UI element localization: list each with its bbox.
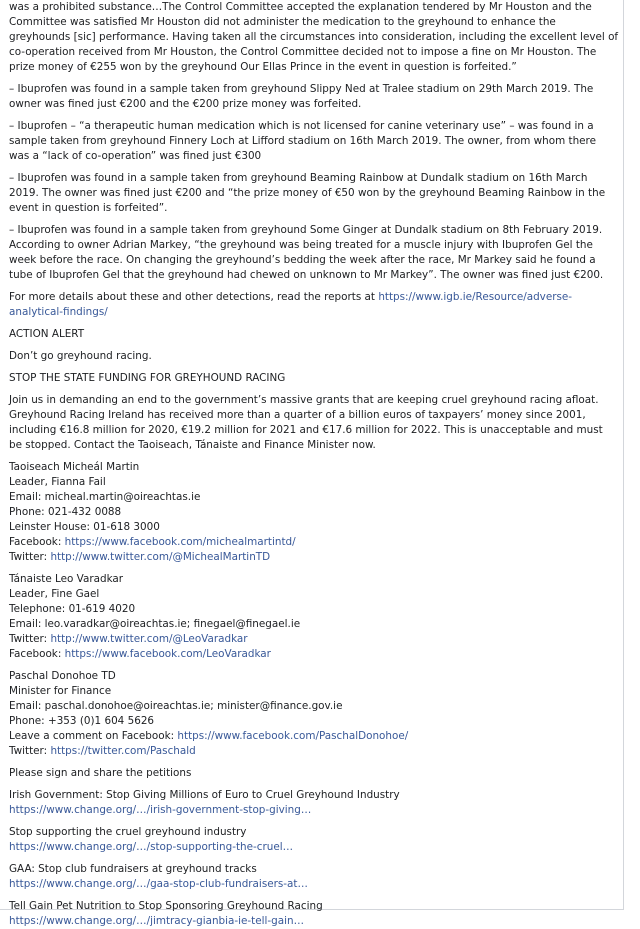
twitter-link[interactable]: http://www.twitter.com/@LeoVaradkar (50, 633, 248, 645)
contact-phone: Phone: +353 (0)1 604 5626 (9, 715, 155, 727)
twitter-label: Twitter: (9, 633, 51, 645)
paragraph-details (9, 290, 619, 320)
paragraph-slippy-ned: – Ibuprofen was found in a sample taken from greyhound Slippy Ned at Tralee stadium on 29th March 2019. The owner was fined just €200 and the €200 prize money was forfeited. (9, 83, 594, 110)
contact-email: Email: micheal.martin@oireachtas.ie (9, 491, 201, 503)
facebook-label: Facebook: (9, 536, 65, 548)
petition-title: Irish Government: Stop Giving Millions of Euro to Cruel Greyhound Industry (9, 789, 400, 801)
contact-leinster-house: Leinster House: 01-618 3000 (9, 521, 160, 533)
contact-role: Leader, Fianna Fail (9, 476, 106, 488)
paragraph-finnery-loch: – Ibuprofen – “a therapeutic human medication which is not licensed for canine veterinary use” – was found in a sample taken from greyhound Finnery Loch at Lifford stadium on 16th March 2019. The owner, from whom there was a “lack of co-operation” was fined just €300 (9, 120, 596, 162)
contact-twitter (9, 744, 619, 759)
facebook-link[interactable]: https://www.facebook.com/LeoVaradkar (64, 648, 271, 660)
contact-name: Taoiseach Micheál Martin (9, 461, 140, 473)
twitter-link[interactable]: http://www.twitter.com/@MichealMartinTD (50, 551, 271, 563)
contact-facebook (9, 535, 619, 550)
petition-item (9, 825, 619, 855)
stop-funding-heading: STOP THE STATE FUNDING FOR GREYHOUND RACING (9, 372, 286, 384)
contact-twitter (9, 550, 619, 565)
facebook-label: Facebook: (9, 648, 65, 660)
petition-item (9, 862, 619, 892)
petition-item (9, 899, 619, 929)
petition-link[interactable]: https://www.change.org/…/jimtracy-gianbia-ie-tell-gain… (9, 915, 304, 927)
petition-title: GAA: Stop club fundraisers at greyhound tracks (9, 863, 257, 875)
petitions-intro: Please sign and share the petitions (9, 767, 192, 779)
contact-phone: Phone: 021-432 0088 (9, 506, 122, 518)
contact-role: Minister for Finance (9, 685, 112, 697)
twitter-label: Twitter: (9, 551, 51, 563)
dont-go-text: Don’t go greyhound racing. (9, 350, 152, 362)
contact-finance-minister (9, 669, 619, 759)
contact-facebook (9, 647, 619, 662)
contact-taoiseach (9, 460, 619, 565)
petition-item (9, 788, 619, 818)
petition-title: Stop supporting the cruel greyhound industry (9, 826, 247, 838)
paragraph-beaming-rainbow: – Ibuprofen was found in a sample taken from greyhound Beaming Rainbow at Dundalk stadium on 16th March 2019. The owner was fined just €200 and “the prize money of €50 won by the greyhound Beaming Rainbow in the event in question is forfeited”. (9, 172, 606, 214)
contact-tanaiste (9, 572, 619, 662)
contact-role: Leader, Fine Gael (9, 588, 100, 600)
contact-name: Tánaiste Leo Varadkar (9, 573, 124, 585)
facebook-label: Leave a comment on Facebook: (9, 730, 178, 742)
paragraph-committee: was a prohibited substance…The Control Committee accepted the explanation tendered by Mr Houston and the Committee was satisfied Mr Houston did not administer the medication to the greyhound to enhance the greyhounds [sic] performance. Having taken all the circumstances into consideration, including the excellent level of co-operation received from Mr Houston, the Control Committee decided not to impose a fine on Mr Houston. The prize money of €255 won by the greyhound Our Ellas Prince in the event in question is forfeited.” (9, 1, 619, 73)
contact-phone: Telephone: 01-619 4020 (9, 603, 136, 615)
paragraph-some-ginger: – Ibuprofen was found in a sample taken from greyhound Some Ginger at Dundalk stadium on 8th February 2019. According to owner Adrian Markey, “the greyhound was being treated for a muscle injury with Ibuprofen Gel the week before the race. On changing the greyhound’s bedding the week after the race, Mr Markey said he found a tube of Ibuprofen Gel that the greyhound had chewed on unknown to Mr Markey”. The owner was fined just €200. (9, 224, 604, 281)
action-alert-heading: ACTION ALERT (9, 328, 85, 340)
twitter-link[interactable]: https://twitter.com/Paschald (50, 745, 196, 757)
join-paragraph: Join us in demanding an end to the government’s massive grants that are keeping cruel greyhound racing afloat. Greyhound Racing Ireland has received more than a quarter of a billion euros of taxpayers’ money since 2001, including €16.8 million for 2020, €19.2 million for 2021 and €17.6 million for 2022. This is unacceptable and must be stopped. Contact the Taoiseach, Tánaiste and Finance Minister now. (9, 394, 603, 451)
contact-email: Email: paschal.donohoe@oireachtas.ie; minister@finance.gov.ie (9, 700, 343, 712)
contact-name: Paschal Donohoe TD (9, 670, 116, 682)
twitter-label: Twitter: (9, 745, 51, 757)
petition-link[interactable]: https://www.change.org/…/irish-government-stop-giving… (9, 804, 312, 816)
facebook-link[interactable]: https://www.facebook.com/PaschalDonohoe/ (177, 730, 409, 742)
contact-facebook (9, 729, 619, 744)
details-text: For more details about these and other detections, read the reports at (9, 291, 379, 303)
facebook-link[interactable]: https://www.facebook.com/michealmartintd/ (64, 536, 296, 548)
igb-report-link[interactable]: https://www.igb.ie/Resource/adverse-analytical-findings/ (9, 291, 573, 318)
petition-title: Tell Gain Pet Nutrition to Stop Sponsoring Greyhound Racing (9, 900, 323, 912)
petition-link[interactable]: https://www.change.org/…/gaa-stop-club-fundraisers-at… (9, 878, 308, 890)
contact-email: Email: leo.varadkar@oireachtas.ie; finegael@finegael.ie (9, 618, 301, 630)
petition-link[interactable]: https://www.change.org/…/stop-supporting-the-cruel… (9, 841, 294, 853)
contact-twitter (9, 632, 619, 647)
